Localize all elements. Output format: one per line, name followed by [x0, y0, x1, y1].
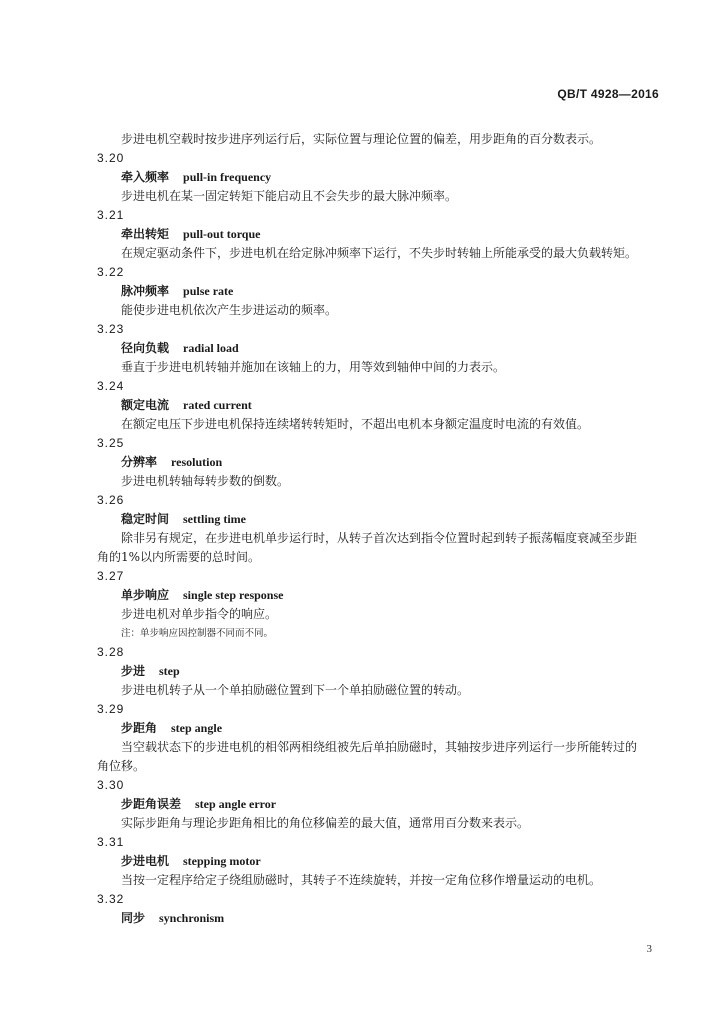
clause-number: 3.30 [97, 778, 125, 792]
term-en: single step response [183, 588, 284, 602]
term-en: step [159, 664, 180, 678]
term-heading [97, 396, 667, 415]
term-en: pull-out torque [183, 227, 261, 241]
term-zh: 径向负载 [121, 341, 170, 355]
definition-line: 步进电机转轴每转步数的倒数。 [121, 474, 290, 488]
term-heading [97, 339, 667, 358]
term-entry [97, 491, 667, 567]
definition-line: 在额定电压下步进电机保持连续堵转转矩时，不超出电机本身额定温度时电流的有效值。 [121, 417, 590, 431]
term-entry [97, 890, 667, 928]
term-en: step angle [171, 721, 223, 735]
definition-line: 步进电机转子从一个单拍励磁位置到下一个单拍励磁位置的转动。 [121, 683, 470, 697]
term-heading [97, 282, 667, 301]
definition-line: 步进电机对单步指令的响应。 [121, 607, 278, 621]
term-en: step angle error [195, 797, 277, 811]
term-entry [97, 263, 667, 320]
term-zh: 同步 [121, 911, 146, 925]
term-entry [97, 434, 667, 491]
term-en: rated current [183, 398, 252, 412]
definition-line: 步进电机在某一固定转矩下能启动且不会失步的最大脉冲频率。 [121, 189, 458, 203]
term-entry [97, 833, 667, 890]
definition-line: 除非另有规定，在步进电机单步运行时，从转子首次达到指令位置时起到转子振荡幅度衰减至步距 [121, 531, 638, 545]
term-entry [97, 643, 667, 700]
clause-number: 3.32 [97, 892, 125, 906]
term-zh: 步进电机 [121, 854, 170, 868]
term-en: stepping motor [183, 854, 261, 868]
clause-number: 3.31 [97, 835, 125, 849]
term-zh: 牵出转矩 [121, 227, 170, 241]
page-number: 3 [646, 943, 652, 955]
intro-line: 步进电机空载时按步进序列运行后，实际位置与理论位置的偏差，用步距角的百分数表示。 [121, 132, 602, 146]
term-en: resolution [171, 455, 223, 469]
term-zh: 额定电流 [121, 398, 170, 412]
definition-line: 实际步距角与理论步距角相比的角位移偏差的最大值，通常用百分数来表示。 [121, 816, 530, 830]
term-zh: 稳定时间 [121, 512, 170, 526]
clause-number: 3.26 [97, 493, 125, 507]
term-zh: 单步响应 [121, 588, 170, 602]
term-entry [97, 776, 667, 833]
standard-code: QB/T 4928—2016 [557, 87, 659, 101]
definition-line: 当空载状态下的步进电机的相邻两相绕组被先后单拍励磁时，其轴按步进序列运行一步所能转过的 [121, 740, 638, 754]
term-en: pulse rate [183, 284, 234, 298]
definition-line: 垂直于步进电机转轴并施加在该轴上的力，用等效到轴伸中间的力表示。 [121, 360, 506, 374]
clause-number: 3.24 [97, 379, 125, 393]
clause-number: 3.28 [97, 645, 125, 659]
term-heading [97, 909, 667, 928]
term-heading [97, 586, 667, 605]
definition-line: 当按一定程序给定子绕组励磁时，其转子不连续旋转，并按一定角位移作增量运动的电机。 [121, 873, 602, 887]
term-en: pull-in frequency [183, 170, 272, 184]
term-en: settling time [183, 512, 246, 526]
term-heading [97, 453, 667, 472]
term-zh: 牵入频率 [121, 170, 170, 184]
term-heading [97, 225, 667, 244]
term-en: synchronism [159, 911, 225, 925]
clause-number: 3.22 [97, 265, 125, 279]
definition-line: 角位移。 [97, 759, 146, 773]
term-entry [97, 149, 667, 206]
term-zh: 步距角误差 [121, 797, 182, 811]
document-body [97, 130, 667, 928]
definition-line: 角的1%以内所需要的总时间。 [97, 550, 261, 564]
definition-line: 能使步进电机依次产生步进运动的频率。 [121, 303, 338, 317]
clause-number: 3.21 [97, 208, 125, 222]
term-zh: 脉冲频率 [121, 284, 170, 298]
term-zh: 分辨率 [121, 455, 158, 469]
term-entries [97, 149, 667, 928]
term-zh: 步距角 [121, 721, 158, 735]
term-entry [97, 700, 667, 776]
term-en: radial load [183, 341, 239, 355]
term-heading [97, 719, 667, 738]
term-heading [97, 662, 667, 681]
clause-number: 3.20 [97, 151, 125, 165]
term-entry [97, 206, 667, 263]
term-heading [97, 795, 667, 814]
term-heading [97, 852, 667, 871]
term-zh: 步进 [121, 664, 146, 678]
clause-number: 3.27 [97, 569, 125, 583]
clause-number: 3.23 [97, 322, 125, 336]
term-entry [97, 567, 667, 643]
note-line: 注：单步响应因控制器不同而不同。 [121, 628, 274, 639]
term-heading [97, 168, 667, 187]
term-heading [97, 510, 667, 529]
definition-line: 在规定驱动条件下，步进电机在给定脉冲频率下运行，不失步时转轴上所能承受的最大负载转矩。 [121, 246, 638, 260]
term-entry [97, 320, 667, 377]
term-entry [97, 377, 667, 434]
clause-number: 3.29 [97, 702, 125, 716]
clause-number: 3.25 [97, 436, 125, 450]
